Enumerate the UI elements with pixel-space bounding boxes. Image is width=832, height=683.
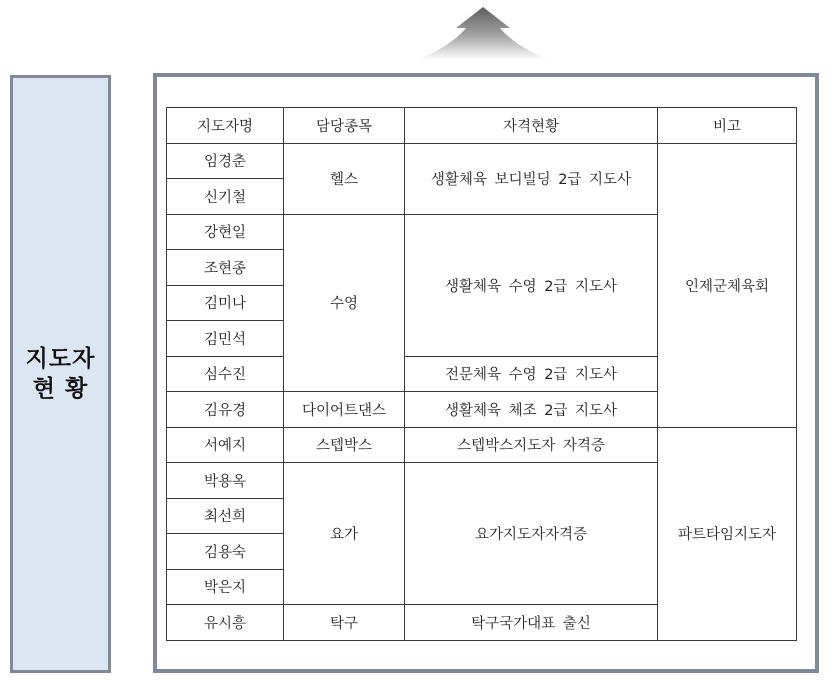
qualification-cell: 생활체육 보디빌딩 2급 지도사	[405, 143, 658, 214]
instructor-name: 김용숙	[167, 534, 284, 570]
sport-cell: 스텝박스	[284, 427, 405, 463]
table-header-row	[167, 108, 797, 144]
qualification-cell: 생활체육 체조 2급 지도사	[405, 392, 658, 428]
instructor-name: 박용옥	[167, 463, 284, 499]
remarks-cell: 파트타임지도자	[658, 427, 797, 640]
remarks-cell: 인제군체육회	[658, 143, 797, 427]
up-arrow-icon	[416, 6, 550, 62]
sport-cell: 다이어트댄스	[284, 392, 405, 428]
qualification-cell: 요가지도자자격증	[405, 463, 658, 605]
instructor-name: 조현종	[167, 250, 284, 286]
instructor-table	[166, 107, 797, 641]
instructor-name: 김유경	[167, 392, 284, 428]
header-sport: 담당종목	[284, 108, 405, 144]
instructor-name: 임경춘	[167, 143, 284, 179]
sport-cell: 요가	[284, 463, 405, 605]
header-remarks: 비고	[658, 108, 797, 144]
qualification-cell: 생활체육 수영 2급 지도사	[405, 214, 658, 356]
instructor-name: 서예지	[167, 427, 284, 463]
qualification-cell: 탁구국가대표 출신	[405, 605, 658, 641]
header-qualification: 자격현황	[405, 108, 658, 144]
qualification-cell: 스텝박스지도자 자격증	[405, 427, 658, 463]
table-row	[167, 143, 797, 179]
qualification-cell: 전문체육 수영 2급 지도사	[405, 356, 658, 392]
header-name: 지도자명	[167, 108, 284, 144]
instructor-name: 강현일	[167, 214, 284, 250]
instructor-name: 신기철	[167, 179, 284, 215]
instructor-name: 최선희	[167, 498, 284, 534]
sport-cell: 탁구	[284, 605, 405, 641]
instructor-name: 김민석	[167, 321, 284, 357]
instructor-name: 유시흥	[167, 605, 284, 641]
side-title-panel	[10, 75, 111, 673]
sport-cell: 수영	[284, 214, 405, 392]
side-title-line2: 현 황	[32, 376, 89, 402]
sport-cell: 헬스	[284, 143, 405, 214]
table-row	[167, 427, 797, 463]
instructor-name: 김미나	[167, 285, 284, 321]
side-title-line1: 지도자	[25, 346, 96, 372]
instructor-name: 심수진	[167, 356, 284, 392]
instructor-name: 박은지	[167, 569, 284, 605]
